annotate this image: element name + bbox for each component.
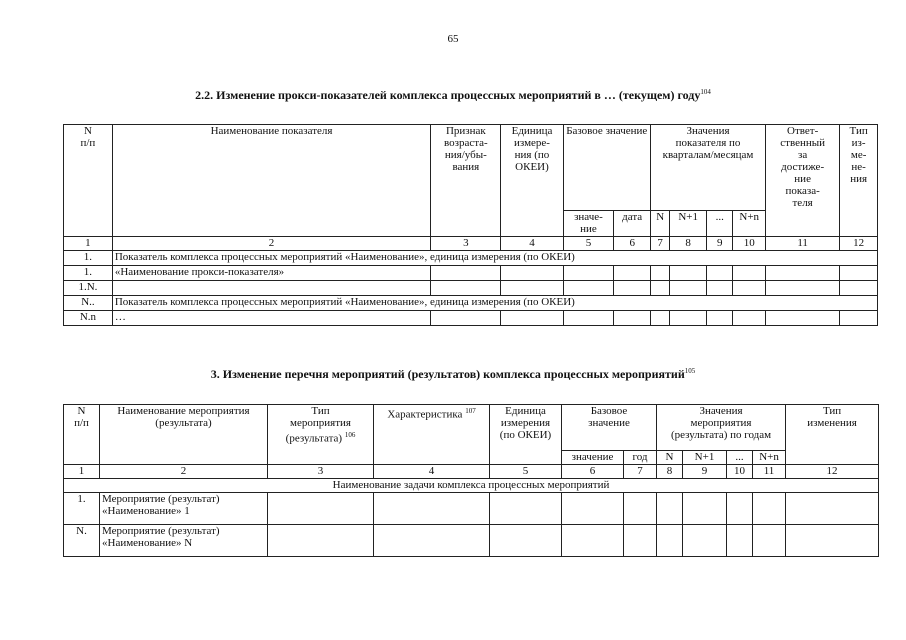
task-row (64, 479, 879, 493)
header-change-type: Тип из- ме- не- ния (840, 125, 878, 237)
col-number: 5 (490, 465, 562, 479)
header-base-year: год (624, 451, 657, 465)
row-number: 1.N. (64, 281, 113, 296)
header-responsible: Ответ- ственный за достиже- ние показа- теля (766, 125, 840, 237)
section2-heading (0, 367, 906, 382)
col-number: 8 (670, 237, 707, 251)
header-period-n: N (657, 451, 683, 465)
row-measure-name: Мероприятие (результат) «Наименование» N (100, 525, 268, 557)
col-number: 2 (100, 465, 268, 479)
row-indicator-name: … (112, 311, 430, 326)
col-number: 9 (683, 465, 727, 479)
header-change-type: Тип изменения (786, 405, 879, 465)
table-row (64, 281, 878, 296)
row-number: 1. (64, 493, 100, 525)
col-number: 8 (657, 465, 683, 479)
task-name: Наименование задачи комплекса процессных мероприятий (64, 479, 879, 493)
header-period-dots: ... (706, 211, 732, 237)
col-number: 9 (706, 237, 732, 251)
header-measure-type: Тип мероприятия (результата) $^{106}$ (268, 405, 374, 465)
column-numbers-row (64, 237, 878, 251)
section2-footnote: 105 (684, 367, 696, 375)
col-number: 12 (840, 237, 878, 251)
header-characteristic: Характеристика $^{107}$ (374, 405, 490, 465)
header-measure-name: Наименование мероприятия (результата) (100, 405, 268, 465)
header-period-n1: N+1 (670, 211, 707, 237)
row-number: 1. (64, 251, 113, 266)
col-number: 3 (431, 237, 501, 251)
col-number: 4 (501, 237, 563, 251)
header-unit: Единица измере- ния (по ОКЕИ) (501, 125, 563, 237)
table-row (64, 493, 879, 525)
col-number: 1 (64, 237, 113, 251)
header-num: N п/п (64, 405, 100, 465)
row-number: N.. (64, 296, 113, 311)
row-measure-name: Мероприятие (результат) «Наименование» 1 (100, 493, 268, 525)
col-number: 2 (112, 237, 430, 251)
col-number: 1 (64, 465, 100, 479)
col-number: 12 (786, 465, 879, 479)
col-number: 11 (753, 465, 786, 479)
row-number: N. (64, 525, 100, 557)
section1-heading (0, 88, 906, 103)
header-indicator-name: Наименование показателя (112, 125, 430, 237)
col-number: 7 (651, 237, 670, 251)
row-indicator-name (112, 281, 430, 296)
header-sign: Признак возраста- ния/убы- вания (431, 125, 501, 237)
col-number: 5 (563, 237, 614, 251)
col-number: 11 (766, 237, 840, 251)
header-unit: Единица измерения (по ОКЕИ) (490, 405, 562, 465)
row-number: N.n (64, 311, 113, 326)
row-group-title: Показатель комплекса процессных мероприятий «Наименование», единица измерения (по ОКЕИ) (112, 251, 877, 266)
row-number: 1. (64, 266, 113, 281)
table-row (64, 525, 879, 557)
col-number: 10 (733, 237, 766, 251)
header-base-val: значе- ние (563, 211, 614, 237)
header-values-by-quarter: Значения показателя по кварталам/месяцам (651, 125, 766, 211)
section1-footnote: 104 (700, 88, 711, 96)
header-num: N п/п (64, 125, 113, 237)
section1-title: 2.2. Изменение прокси-показателей комплекса процессных мероприятий в … (текущем) году (195, 88, 701, 102)
header-period-nn: N+n (733, 211, 766, 237)
header-base-val: значение (562, 451, 624, 465)
row-indicator-name: «Наименование прокси-показателя» (112, 266, 430, 281)
row-group-title: Показатель комплекса процессных мероприятий «Наименование», единица измерения (по ОКЕИ) (112, 296, 877, 311)
page-number: 65 (447, 33, 459, 45)
column-numbers-row (64, 465, 879, 479)
table-row (64, 296, 878, 311)
header-period-n: N (651, 211, 670, 237)
table-row (64, 311, 878, 326)
header-period-n1: N+1 (683, 451, 727, 465)
measures-change-table (63, 404, 879, 557)
col-number: 10 (727, 465, 753, 479)
col-number: 6 (614, 237, 651, 251)
col-number: 7 (624, 465, 657, 479)
header-period-nn: N+n (753, 451, 786, 465)
col-number: 4 (374, 465, 490, 479)
header-period-dots: ... (727, 451, 753, 465)
header-base-date: дата (614, 211, 651, 237)
col-number: 3 (268, 465, 374, 479)
header-base-value: Базовое значение (563, 125, 651, 211)
col-number: 6 (562, 465, 624, 479)
table-row (64, 266, 878, 281)
section2-title: 3. Изменение перечня мероприятий (результатов) комплекса процессных мероприятий (210, 367, 685, 381)
table-row (64, 251, 878, 266)
header-base-value: Базовое значение (562, 405, 657, 451)
proxy-indicators-table (63, 124, 878, 326)
header-values-by-year: Значения мероприятия (результата) по годам (657, 405, 786, 451)
